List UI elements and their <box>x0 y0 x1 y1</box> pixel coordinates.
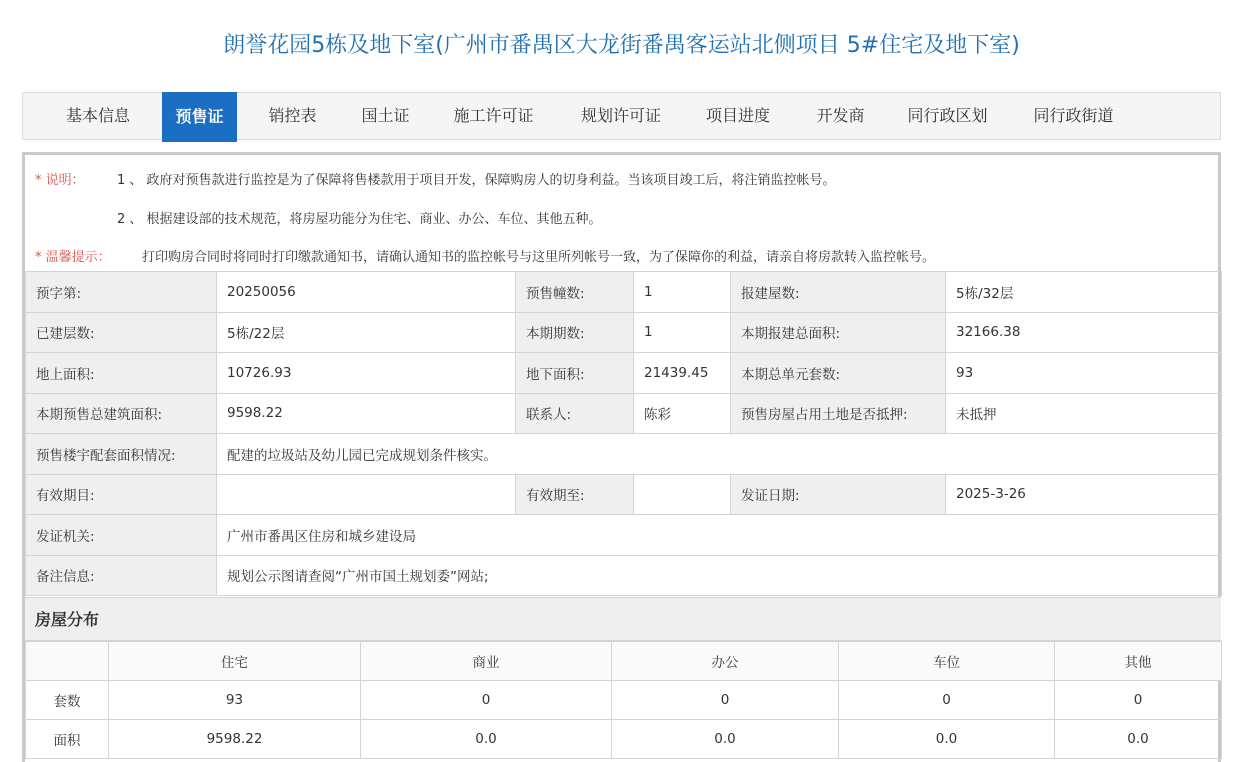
row-label-area: 面积 <box>26 720 109 759</box>
table-cell: 9598.22 <box>109 720 361 759</box>
issue-date-label: 发证日期: <box>731 474 946 515</box>
tip-label: * 温馨提示： <box>35 250 111 265</box>
tab-sales-control[interactable]: 销控表 <box>268 106 317 125</box>
table-row <box>26 393 1222 434</box>
presale-no-label: 预字第: <box>26 272 217 313</box>
distribution-table <box>25 641 1222 759</box>
presale-panel <box>22 152 1221 762</box>
issuer-label: 发证机关: <box>26 515 217 556</box>
period-label: 本期期数: <box>516 312 634 353</box>
mortgage-value: 未抵押 <box>946 393 1222 434</box>
explain-line-2: 2 、 根据建设部的技术规范，将房屋功能分为住宅、商业、办公、车位、其他五种。 <box>117 212 602 227</box>
table-row <box>26 555 1222 596</box>
table-cell: 0.0 <box>839 720 1055 759</box>
column-header-other: 其他 <box>1055 642 1222 681</box>
table-row <box>26 515 1222 556</box>
row-label-units: 套数 <box>26 681 109 720</box>
tab-planning-permit[interactable]: 规划许可证 <box>580 106 661 125</box>
table-row <box>26 353 1222 394</box>
table-row <box>26 474 1222 515</box>
issuer-value: 广州市番禺区住房和城乡建设局 <box>217 515 1222 556</box>
table-cell: 0 <box>361 681 612 720</box>
issue-date-value: 2025-3-26 <box>946 474 1222 515</box>
built-floors-label: 已建层数: <box>26 312 217 353</box>
table-row <box>26 681 1222 720</box>
valid-from-label: 有效期目: <box>26 474 217 515</box>
presale-buildings-value: 1 <box>634 272 731 313</box>
tab-bar <box>22 92 1221 140</box>
tab-construction-permit[interactable]: 施工许可证 <box>453 106 534 125</box>
tab-basic-info[interactable]: 基本信息 <box>65 106 130 125</box>
table-cell: 0.0 <box>361 720 612 759</box>
table-cell: 0 <box>1055 681 1222 720</box>
tab-same-street[interactable]: 同行政街道 <box>1033 106 1114 125</box>
supporting-label: 预售楼宇配套面积情况: <box>26 434 217 475</box>
remark-value: 规划公示图请查阅“广州市国土规划委”网站; <box>217 555 1222 596</box>
column-header-office: 办公 <box>612 642 839 681</box>
period-total-area-label: 本期报建总面积: <box>731 312 946 353</box>
table-header-row <box>26 642 1222 681</box>
presale-buildings-label: 预售幢数: <box>516 272 634 313</box>
column-header <box>26 642 109 681</box>
presale-no-value: 20250056 <box>217 272 516 313</box>
table-cell: 0.0 <box>1055 720 1222 759</box>
tip-text: 打印购房合同时将同时打印缴款通知书，请确认通知书的监控帐号与这里所列帐号一致，为了保障你的利益，请亲自将房款转入监控帐号。 <box>142 250 936 265</box>
distribution-title: 房屋分布 <box>25 597 1221 641</box>
period-total-area-value: 32166.38 <box>946 312 1222 353</box>
contact-value: 陈彩 <box>634 393 731 434</box>
valid-from-value <box>217 474 516 515</box>
unit-count-label: 本期总单元套数: <box>731 353 946 394</box>
table-cell: 0.0 <box>612 720 839 759</box>
contact-label: 联系人: <box>516 393 634 434</box>
page-title: 朗誉花园5栋及地下室(广州市番禺区大龙街番禺客运站北侧项目 5#住宅及地下室) <box>223 33 1020 58</box>
reported-floors-label: 报建屋数: <box>731 272 946 313</box>
explain-label: * 说明： <box>35 173 85 188</box>
column-header-commercial: 商业 <box>361 642 612 681</box>
tab-developer[interactable]: 开发商 <box>816 106 865 125</box>
presale-total-area-label: 本期预售总建筑面积: <box>26 393 217 434</box>
table-row <box>26 312 1222 353</box>
period-value: 1 <box>634 312 731 353</box>
column-header-parking: 车位 <box>839 642 1055 681</box>
table-row <box>26 434 1222 475</box>
presale-info-table <box>25 271 1222 596</box>
remark-label: 备注信息: <box>26 555 217 596</box>
table-cell: 93 <box>109 681 361 720</box>
tab-presale-permit[interactable]: 预售证 <box>162 92 237 142</box>
presale-total-area-value: 9598.22 <box>217 393 516 434</box>
reported-floors-value: 5栋/32层 <box>946 272 1222 313</box>
table-row <box>26 272 1222 313</box>
mortgage-label: 预售房屋占用土地是否抵押: <box>731 393 946 434</box>
tab-land-cert[interactable]: 国土证 <box>361 106 410 125</box>
table-row <box>26 720 1222 759</box>
above-area-label: 地上面积: <box>26 353 217 394</box>
built-floors-value: 5栋/22层 <box>217 312 516 353</box>
valid-to-label: 有效期至: <box>516 474 634 515</box>
valid-to-value <box>634 474 731 515</box>
table-cell: 0 <box>612 681 839 720</box>
supporting-value: 配建的垃圾站及幼儿园已完成规划条件核实。 <box>217 434 1222 475</box>
table-cell: 0 <box>839 681 1055 720</box>
under-area-label: 地下面积: <box>516 353 634 394</box>
notes-section <box>25 155 1218 271</box>
explain-line-1: 1 、 政府对预售款进行监控是为了保障将售楼款用于项目开发，保障购房人的切身利益。当该项目竣工后，将注销监控帐号。 <box>117 173 836 188</box>
under-area-value: 21439.45 <box>634 353 731 394</box>
above-area-value: 10726.93 <box>217 353 516 394</box>
column-header-residential: 住宅 <box>109 642 361 681</box>
tab-progress[interactable]: 项目进度 <box>705 106 770 125</box>
tab-same-district[interactable]: 同行政区划 <box>907 106 988 125</box>
unit-count-value: 93 <box>946 353 1222 394</box>
